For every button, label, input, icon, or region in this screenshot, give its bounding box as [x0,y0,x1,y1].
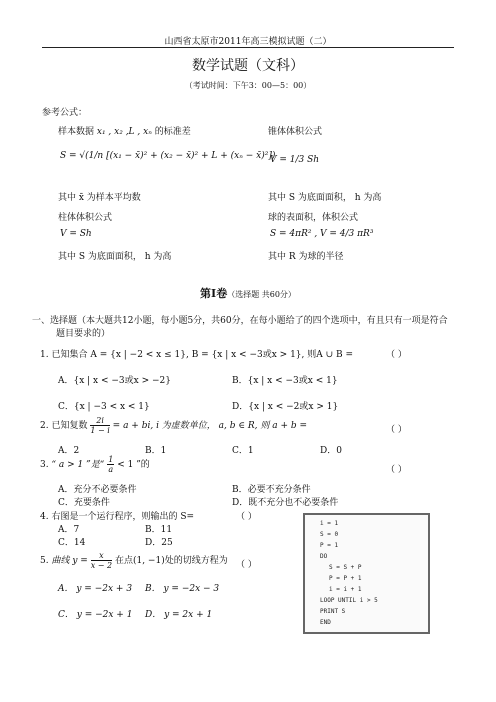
q2-option-a: A．2 [58,446,80,456]
instructions-line-1: 一、选择题（本大题共12小题，每小题5分，共60分，在每小题给了的四个选项中，有且只有一项是符合 [32,316,448,326]
q2-option-d: D．0 [320,446,342,456]
answer-blank-1: （ ） [386,350,407,360]
std-dev-label-pre: 样本数据 [58,127,95,137]
code-line: i = 1 [320,520,339,527]
formulas-heading: 参考公式： [42,108,88,118]
section-subtitle: （选择题 共60分） [227,290,296,299]
code-line: DO [320,553,328,560]
code-line: P = P + 1 [329,575,362,582]
fraction-numerator: 1 [108,455,114,464]
question-1-stem [40,347,353,360]
answer-blank-3: （ ） [386,465,407,475]
q5-option-a: A． y = −2x + 3 [58,584,133,594]
code-line: S = S + P [329,564,362,571]
q2-option-b: B．1 [145,446,167,456]
section-heading [0,282,496,301]
answer-blank-2: （ ） [386,425,407,435]
fraction-denominator: x − 2 [90,561,113,570]
question-number: 5. [40,556,49,566]
q5-option-d: D． y = 2x + 1 [145,610,213,620]
code-line: END [320,619,331,626]
cone-title: 锥体体积公式 [268,127,323,137]
question-2-stem [40,416,307,435]
answer-blank-4: （ ） [236,512,257,522]
answer-blank-5: （ ） [236,560,257,570]
page-title: 数学试题（文科） [192,58,304,74]
question-text: “ a > 1 ”是“ [51,460,105,470]
code-line: PRINT S [320,608,346,615]
q3-option-b: B．必要不充分条件 [232,485,311,495]
fraction-denominator: a [108,465,114,474]
exam-source-title: 山西省太原市2011年高三模拟试题（二） [164,37,332,47]
question-text: = a + bi, i 为虚数单位， a, b ∈ R, 则 a + b = [112,421,308,431]
prism-note: 其中 S 为底面面积， h 为高 [58,252,172,262]
question-4-stem [40,509,194,522]
sphere-note: 其中 R 为球的半径 [268,252,344,262]
q5-option-c: C． y = −2x + 1 [58,610,133,620]
q1-option-b: B．{x | x < −3或x < 1} [232,376,338,386]
code-line: S = 0 [320,531,339,538]
code-line: LOOP UNTIL i > 5 [320,597,378,604]
fraction-numerator: 2i [90,416,109,426]
fraction [107,455,114,474]
question-5-stem [40,551,228,570]
q4-option-c: C．14 [58,538,86,548]
question-text: 右图是一个运行程序，则输出的 S= [51,512,195,522]
prism-title: 柱体体积公式 [58,213,113,223]
question-text: 曲线 y = [51,556,88,566]
cone-formula: V = 1/3 Sh [270,155,320,165]
q1-option-d: D．{x | x < −2或x > 1} [232,402,339,412]
code-line: i = i + 1 [329,586,362,593]
section-title: 第Ⅰ卷 [200,287,228,300]
question-number: 2. [40,421,49,431]
q3-option-c: C．充要条件 [58,498,110,508]
question-number: 1. [40,350,49,360]
q4-option-a: A．7 [58,525,80,535]
std-dev-label-post: 的标准差 [154,127,191,137]
q4-option-d: D．25 [145,538,173,548]
question-text: < 1 ”的 [117,460,150,470]
question-3-stem [40,455,150,474]
q3-option-a: A．充分不必要条件 [58,485,137,495]
cone-note: 其中 S 为底面面积， h 为高 [268,193,382,203]
q1-option-c: C．{x | −3 < x < 1} [58,402,150,412]
fraction-numerator: x [91,551,112,561]
q3-option-d: D．既不充分也不必要条件 [232,498,339,508]
sphere-title: 球的表面积，体积公式 [268,213,359,223]
fraction [90,416,109,435]
question-text: 已知集合 A = {x | −2 < x ≤ 1}, B = {x | x < −3或x > 1}, 则A ∪ B = [51,350,354,360]
question-number: 4. [40,512,49,522]
header-rule [42,47,454,48]
question-text: 已知复数 [51,421,88,431]
sphere-formula: S = 4πR² , V = 4/3 πR³ [270,229,374,239]
program-code-figure [303,513,430,634]
fraction [91,551,112,570]
q2-option-c: C．1 [232,446,254,456]
prism-formula: V = Sh [60,229,92,239]
code-line: P = 1 [320,542,339,549]
std-dev-formula: S = √(1/n [(x₁ − x̄)² + (x₂ − x̄)² + L + (xₙ − x̄)²]) [60,151,276,161]
exam-time: （考试时间：下午3：00—5：00） [184,81,312,90]
instructions-line-2: 题目要求的） [56,329,111,339]
std-dev-label [58,124,191,137]
question-text: 在点(1, −1)处的切线方程为 [114,556,228,566]
question-number: 3. [40,460,49,470]
q4-option-b: B．11 [145,525,173,535]
fraction-denominator: 1 − i [90,426,110,435]
std-dev-vars: x₁ , x₂ ,L , xₙ [96,127,152,137]
q5-option-b: B． y = −2x − 3 [145,584,220,594]
std-dev-note: 其中 x̄ 为样本平均数 [58,193,141,203]
q1-option-a: A．{x | x < −3或x > −2} [58,376,171,386]
